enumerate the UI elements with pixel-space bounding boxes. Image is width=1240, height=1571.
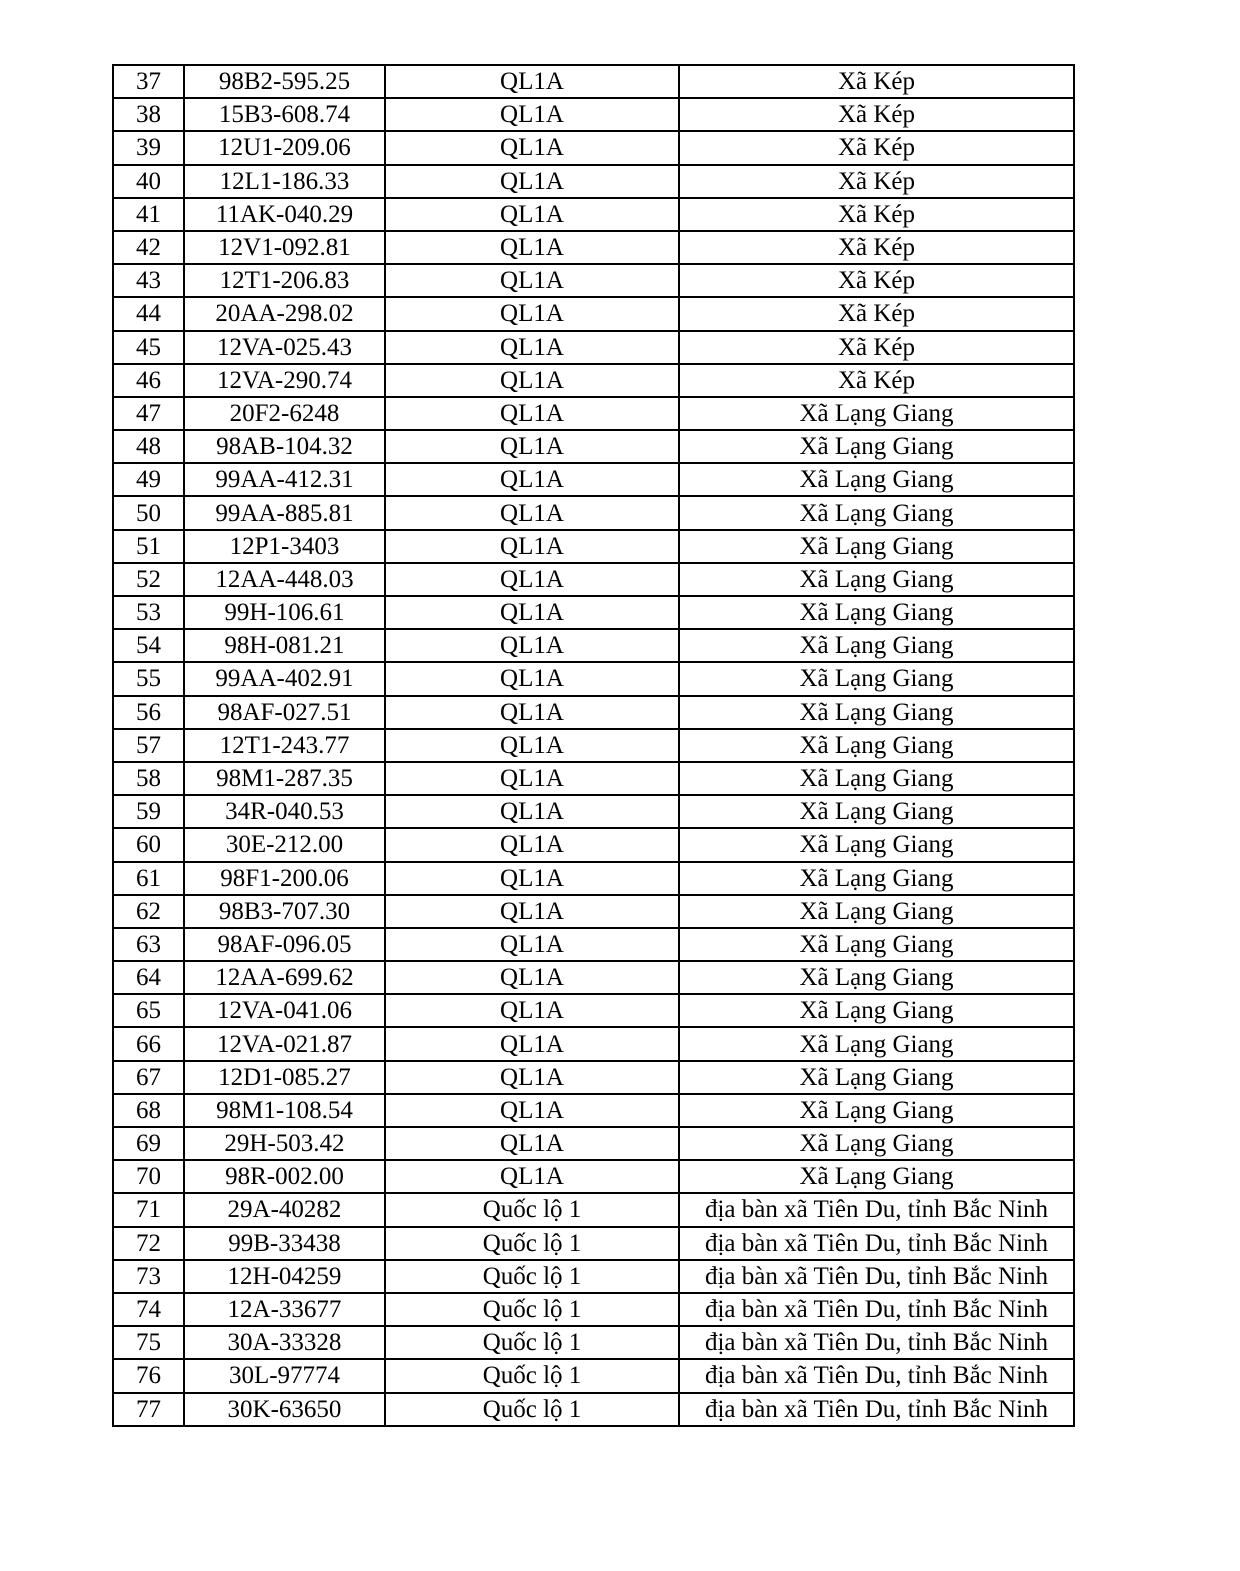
location-cell: Xã Lạng Giang xyxy=(679,1061,1074,1094)
license-plate-cell: 12AA-448.03 xyxy=(184,563,385,596)
road-cell: QL1A xyxy=(385,795,679,828)
row-number-cell: 63 xyxy=(113,928,184,961)
road-cell: QL1A xyxy=(385,231,679,264)
road-cell: QL1A xyxy=(385,198,679,231)
location-cell: Xã Lạng Giang xyxy=(679,596,1074,629)
row-number-cell: 51 xyxy=(113,530,184,563)
row-number-cell: 60 xyxy=(113,828,184,861)
table-row xyxy=(113,397,1074,430)
location-cell: địa bàn xã Tiên Du, tỉnh Bắc Ninh xyxy=(679,1393,1074,1426)
license-plate-cell: 29H-503.42 xyxy=(184,1127,385,1160)
table-row xyxy=(113,795,1074,828)
license-plate-cell: 30L-97774 xyxy=(184,1359,385,1392)
row-number-cell: 54 xyxy=(113,629,184,662)
license-plate-cell: 98B3-707.30 xyxy=(184,895,385,928)
license-plate-cell: 12VA-025.43 xyxy=(184,331,385,364)
location-cell: Xã Lạng Giang xyxy=(679,828,1074,861)
location-cell: Xã Kép xyxy=(679,364,1074,397)
road-cell: QL1A xyxy=(385,530,679,563)
row-number-cell: 56 xyxy=(113,696,184,729)
license-plate-cell: 12D1-085.27 xyxy=(184,1061,385,1094)
road-cell: Quốc lộ 1 xyxy=(385,1193,679,1226)
license-plate-cell: 12VA-290.74 xyxy=(184,364,385,397)
license-plate-cell: 30E-212.00 xyxy=(184,828,385,861)
table-row xyxy=(113,364,1074,397)
road-cell: QL1A xyxy=(385,165,679,198)
license-plate-cell: 98B2-595.25 xyxy=(184,65,385,98)
row-number-cell: 75 xyxy=(113,1326,184,1359)
table-row xyxy=(113,165,1074,198)
license-plate-cell: 12H-04259 xyxy=(184,1260,385,1293)
road-cell: QL1A xyxy=(385,1061,679,1094)
row-number-cell: 61 xyxy=(113,862,184,895)
table-row xyxy=(113,131,1074,164)
road-cell: QL1A xyxy=(385,496,679,529)
table-row xyxy=(113,994,1074,1027)
row-number-cell: 46 xyxy=(113,364,184,397)
table-row xyxy=(113,1393,1074,1426)
table-row xyxy=(113,1359,1074,1392)
row-number-cell: 76 xyxy=(113,1359,184,1392)
row-number-cell: 57 xyxy=(113,729,184,762)
location-cell: Xã Lạng Giang xyxy=(679,862,1074,895)
table-row xyxy=(113,496,1074,529)
row-number-cell: 73 xyxy=(113,1260,184,1293)
row-number-cell: 49 xyxy=(113,463,184,496)
license-plate-cell: 29A-40282 xyxy=(184,1193,385,1226)
license-plate-cell: 12L1-186.33 xyxy=(184,165,385,198)
location-cell: Xã Kép xyxy=(679,231,1074,264)
location-cell: Xã Lạng Giang xyxy=(679,696,1074,729)
road-cell: QL1A xyxy=(385,729,679,762)
location-cell: địa bàn xã Tiên Du, tỉnh Bắc Ninh xyxy=(679,1260,1074,1293)
road-cell: QL1A xyxy=(385,629,679,662)
table-body xyxy=(113,65,1074,1426)
row-number-cell: 72 xyxy=(113,1227,184,1260)
location-cell: địa bàn xã Tiên Du, tỉnh Bắc Ninh xyxy=(679,1193,1074,1226)
license-plate-cell: 98F1-200.06 xyxy=(184,862,385,895)
license-plate-cell: 98R-002.00 xyxy=(184,1160,385,1193)
license-plate-cell: 12A-33677 xyxy=(184,1293,385,1326)
license-plate-cell: 12P1-3403 xyxy=(184,530,385,563)
road-cell: QL1A xyxy=(385,862,679,895)
row-number-cell: 47 xyxy=(113,397,184,430)
row-number-cell: 77 xyxy=(113,1393,184,1426)
location-cell: Xã Lạng Giang xyxy=(679,1027,1074,1060)
table-row xyxy=(113,198,1074,231)
table-row xyxy=(113,662,1074,695)
location-cell: Xã Lạng Giang xyxy=(679,994,1074,1027)
license-plate-cell: 12V1-092.81 xyxy=(184,231,385,264)
table-row xyxy=(113,1027,1074,1060)
location-cell: Xã Lạng Giang xyxy=(679,530,1074,563)
row-number-cell: 69 xyxy=(113,1127,184,1160)
table-row xyxy=(113,231,1074,264)
table-row xyxy=(113,1094,1074,1127)
road-cell: Quốc lộ 1 xyxy=(385,1227,679,1260)
row-number-cell: 44 xyxy=(113,297,184,330)
location-cell: Xã Kép xyxy=(679,264,1074,297)
row-number-cell: 58 xyxy=(113,762,184,795)
location-cell: địa bàn xã Tiên Du, tỉnh Bắc Ninh xyxy=(679,1293,1074,1326)
license-plate-cell: 99B-33438 xyxy=(184,1227,385,1260)
location-cell: địa bàn xã Tiên Du, tỉnh Bắc Ninh xyxy=(679,1326,1074,1359)
license-plate-cell: 15B3-608.74 xyxy=(184,98,385,131)
location-cell: Xã Lạng Giang xyxy=(679,496,1074,529)
road-cell: QL1A xyxy=(385,1094,679,1127)
road-cell: QL1A xyxy=(385,1160,679,1193)
table-row xyxy=(113,65,1074,98)
row-number-cell: 70 xyxy=(113,1160,184,1193)
table-row xyxy=(113,563,1074,596)
table-row xyxy=(113,331,1074,364)
road-cell: QL1A xyxy=(385,828,679,861)
license-plate-cell: 99AA-402.91 xyxy=(184,662,385,695)
location-cell: Xã Lạng Giang xyxy=(679,729,1074,762)
table-row xyxy=(113,596,1074,629)
row-number-cell: 64 xyxy=(113,961,184,994)
table-row xyxy=(113,1326,1074,1359)
location-cell: Xã Kép xyxy=(679,98,1074,131)
table-row xyxy=(113,828,1074,861)
row-number-cell: 62 xyxy=(113,895,184,928)
road-cell: QL1A xyxy=(385,463,679,496)
location-cell: Xã Lạng Giang xyxy=(679,1160,1074,1193)
license-plate-cell: 20F2-6248 xyxy=(184,397,385,430)
row-number-cell: 53 xyxy=(113,596,184,629)
location-cell: Xã Kép xyxy=(679,198,1074,231)
table-row xyxy=(113,1227,1074,1260)
road-cell: QL1A xyxy=(385,994,679,1027)
table-row xyxy=(113,895,1074,928)
road-cell: QL1A xyxy=(385,131,679,164)
row-number-cell: 74 xyxy=(113,1293,184,1326)
license-plate-cell: 98M1-287.35 xyxy=(184,762,385,795)
row-number-cell: 59 xyxy=(113,795,184,828)
row-number-cell: 48 xyxy=(113,430,184,463)
road-cell: QL1A xyxy=(385,928,679,961)
location-cell: Xã Lạng Giang xyxy=(679,430,1074,463)
table-row xyxy=(113,862,1074,895)
location-cell: Xã Kép xyxy=(679,297,1074,330)
location-cell: Xã Lạng Giang xyxy=(679,795,1074,828)
license-plate-cell: 11AK-040.29 xyxy=(184,198,385,231)
license-plate-cell: 34R-040.53 xyxy=(184,795,385,828)
table-row xyxy=(113,1127,1074,1160)
table-row xyxy=(113,961,1074,994)
table-row xyxy=(113,928,1074,961)
table-row xyxy=(113,729,1074,762)
road-cell: QL1A xyxy=(385,331,679,364)
license-plate-cell: 30K-63650 xyxy=(184,1393,385,1426)
license-plate-cell: 98M1-108.54 xyxy=(184,1094,385,1127)
road-cell: QL1A xyxy=(385,65,679,98)
road-cell: QL1A xyxy=(385,397,679,430)
road-cell: QL1A xyxy=(385,662,679,695)
license-plate-cell: 99AA-412.31 xyxy=(184,463,385,496)
road-cell: QL1A xyxy=(385,696,679,729)
license-plate-cell: 98H-081.21 xyxy=(184,629,385,662)
row-number-cell: 45 xyxy=(113,331,184,364)
location-cell: Xã Lạng Giang xyxy=(679,1127,1074,1160)
location-cell: Xã Kép xyxy=(679,165,1074,198)
road-cell: QL1A xyxy=(385,364,679,397)
road-cell: QL1A xyxy=(385,98,679,131)
table-row xyxy=(113,1061,1074,1094)
license-plate-cell: 12T1-243.77 xyxy=(184,729,385,762)
row-number-cell: 42 xyxy=(113,231,184,264)
license-plate-cell: 12AA-699.62 xyxy=(184,961,385,994)
location-cell: Xã Lạng Giang xyxy=(679,397,1074,430)
location-cell: địa bàn xã Tiên Du, tỉnh Bắc Ninh xyxy=(679,1359,1074,1392)
location-cell: Xã Kép xyxy=(679,131,1074,164)
road-cell: Quốc lộ 1 xyxy=(385,1393,679,1426)
location-cell: Xã Lạng Giang xyxy=(679,928,1074,961)
location-cell: địa bàn xã Tiên Du, tỉnh Bắc Ninh xyxy=(679,1227,1074,1260)
table-row xyxy=(113,297,1074,330)
license-plate-cell: 12T1-206.83 xyxy=(184,264,385,297)
license-plate-cell: 12VA-041.06 xyxy=(184,994,385,1027)
license-plate-cell: 12VA-021.87 xyxy=(184,1027,385,1060)
row-number-cell: 39 xyxy=(113,131,184,164)
road-cell: QL1A xyxy=(385,762,679,795)
row-number-cell: 68 xyxy=(113,1094,184,1127)
row-number-cell: 55 xyxy=(113,662,184,695)
row-number-cell: 67 xyxy=(113,1061,184,1094)
road-cell: QL1A xyxy=(385,563,679,596)
table-row xyxy=(113,463,1074,496)
table-row xyxy=(113,98,1074,131)
road-cell: Quốc lộ 1 xyxy=(385,1260,679,1293)
location-cell: Xã Lạng Giang xyxy=(679,961,1074,994)
table-row xyxy=(113,1293,1074,1326)
road-cell: Quốc lộ 1 xyxy=(385,1359,679,1392)
row-number-cell: 41 xyxy=(113,198,184,231)
license-plate-cell: 20AA-298.02 xyxy=(184,297,385,330)
road-cell: QL1A xyxy=(385,297,679,330)
road-cell: QL1A xyxy=(385,961,679,994)
location-cell: Xã Kép xyxy=(679,331,1074,364)
row-number-cell: 43 xyxy=(113,264,184,297)
road-cell: Quốc lộ 1 xyxy=(385,1293,679,1326)
location-cell: Xã Lạng Giang xyxy=(679,762,1074,795)
license-plate-cell: 99H-106.61 xyxy=(184,596,385,629)
location-cell: Xã Kép xyxy=(679,65,1074,98)
license-plate-cell: 12U1-209.06 xyxy=(184,131,385,164)
road-cell: QL1A xyxy=(385,895,679,928)
location-cell: Xã Lạng Giang xyxy=(679,463,1074,496)
table-row xyxy=(113,762,1074,795)
violation-table xyxy=(112,64,1075,1427)
license-plate-cell: 98AF-096.05 xyxy=(184,928,385,961)
road-cell: QL1A xyxy=(385,596,679,629)
table-row xyxy=(113,530,1074,563)
road-cell: QL1A xyxy=(385,1127,679,1160)
row-number-cell: 40 xyxy=(113,165,184,198)
road-cell: Quốc lộ 1 xyxy=(385,1326,679,1359)
table-row xyxy=(113,264,1074,297)
road-cell: QL1A xyxy=(385,1027,679,1060)
location-cell: Xã Lạng Giang xyxy=(679,662,1074,695)
license-plate-cell: 99AA-885.81 xyxy=(184,496,385,529)
license-plate-cell: 98AB-104.32 xyxy=(184,430,385,463)
location-cell: Xã Lạng Giang xyxy=(679,895,1074,928)
row-number-cell: 50 xyxy=(113,496,184,529)
table-row xyxy=(113,430,1074,463)
row-number-cell: 38 xyxy=(113,98,184,131)
license-plate-cell: 30A-33328 xyxy=(184,1326,385,1359)
table-row xyxy=(113,1193,1074,1226)
road-cell: QL1A xyxy=(385,430,679,463)
table-row xyxy=(113,696,1074,729)
table-row xyxy=(113,1160,1074,1193)
road-cell: QL1A xyxy=(385,264,679,297)
row-number-cell: 37 xyxy=(113,65,184,98)
row-number-cell: 66 xyxy=(113,1027,184,1060)
table-row xyxy=(113,1260,1074,1293)
table-row xyxy=(113,629,1074,662)
location-cell: Xã Lạng Giang xyxy=(679,1094,1074,1127)
row-number-cell: 71 xyxy=(113,1193,184,1226)
row-number-cell: 52 xyxy=(113,563,184,596)
license-plate-cell: 98AF-027.51 xyxy=(184,696,385,729)
row-number-cell: 65 xyxy=(113,994,184,1027)
location-cell: Xã Lạng Giang xyxy=(679,563,1074,596)
location-cell: Xã Lạng Giang xyxy=(679,629,1074,662)
